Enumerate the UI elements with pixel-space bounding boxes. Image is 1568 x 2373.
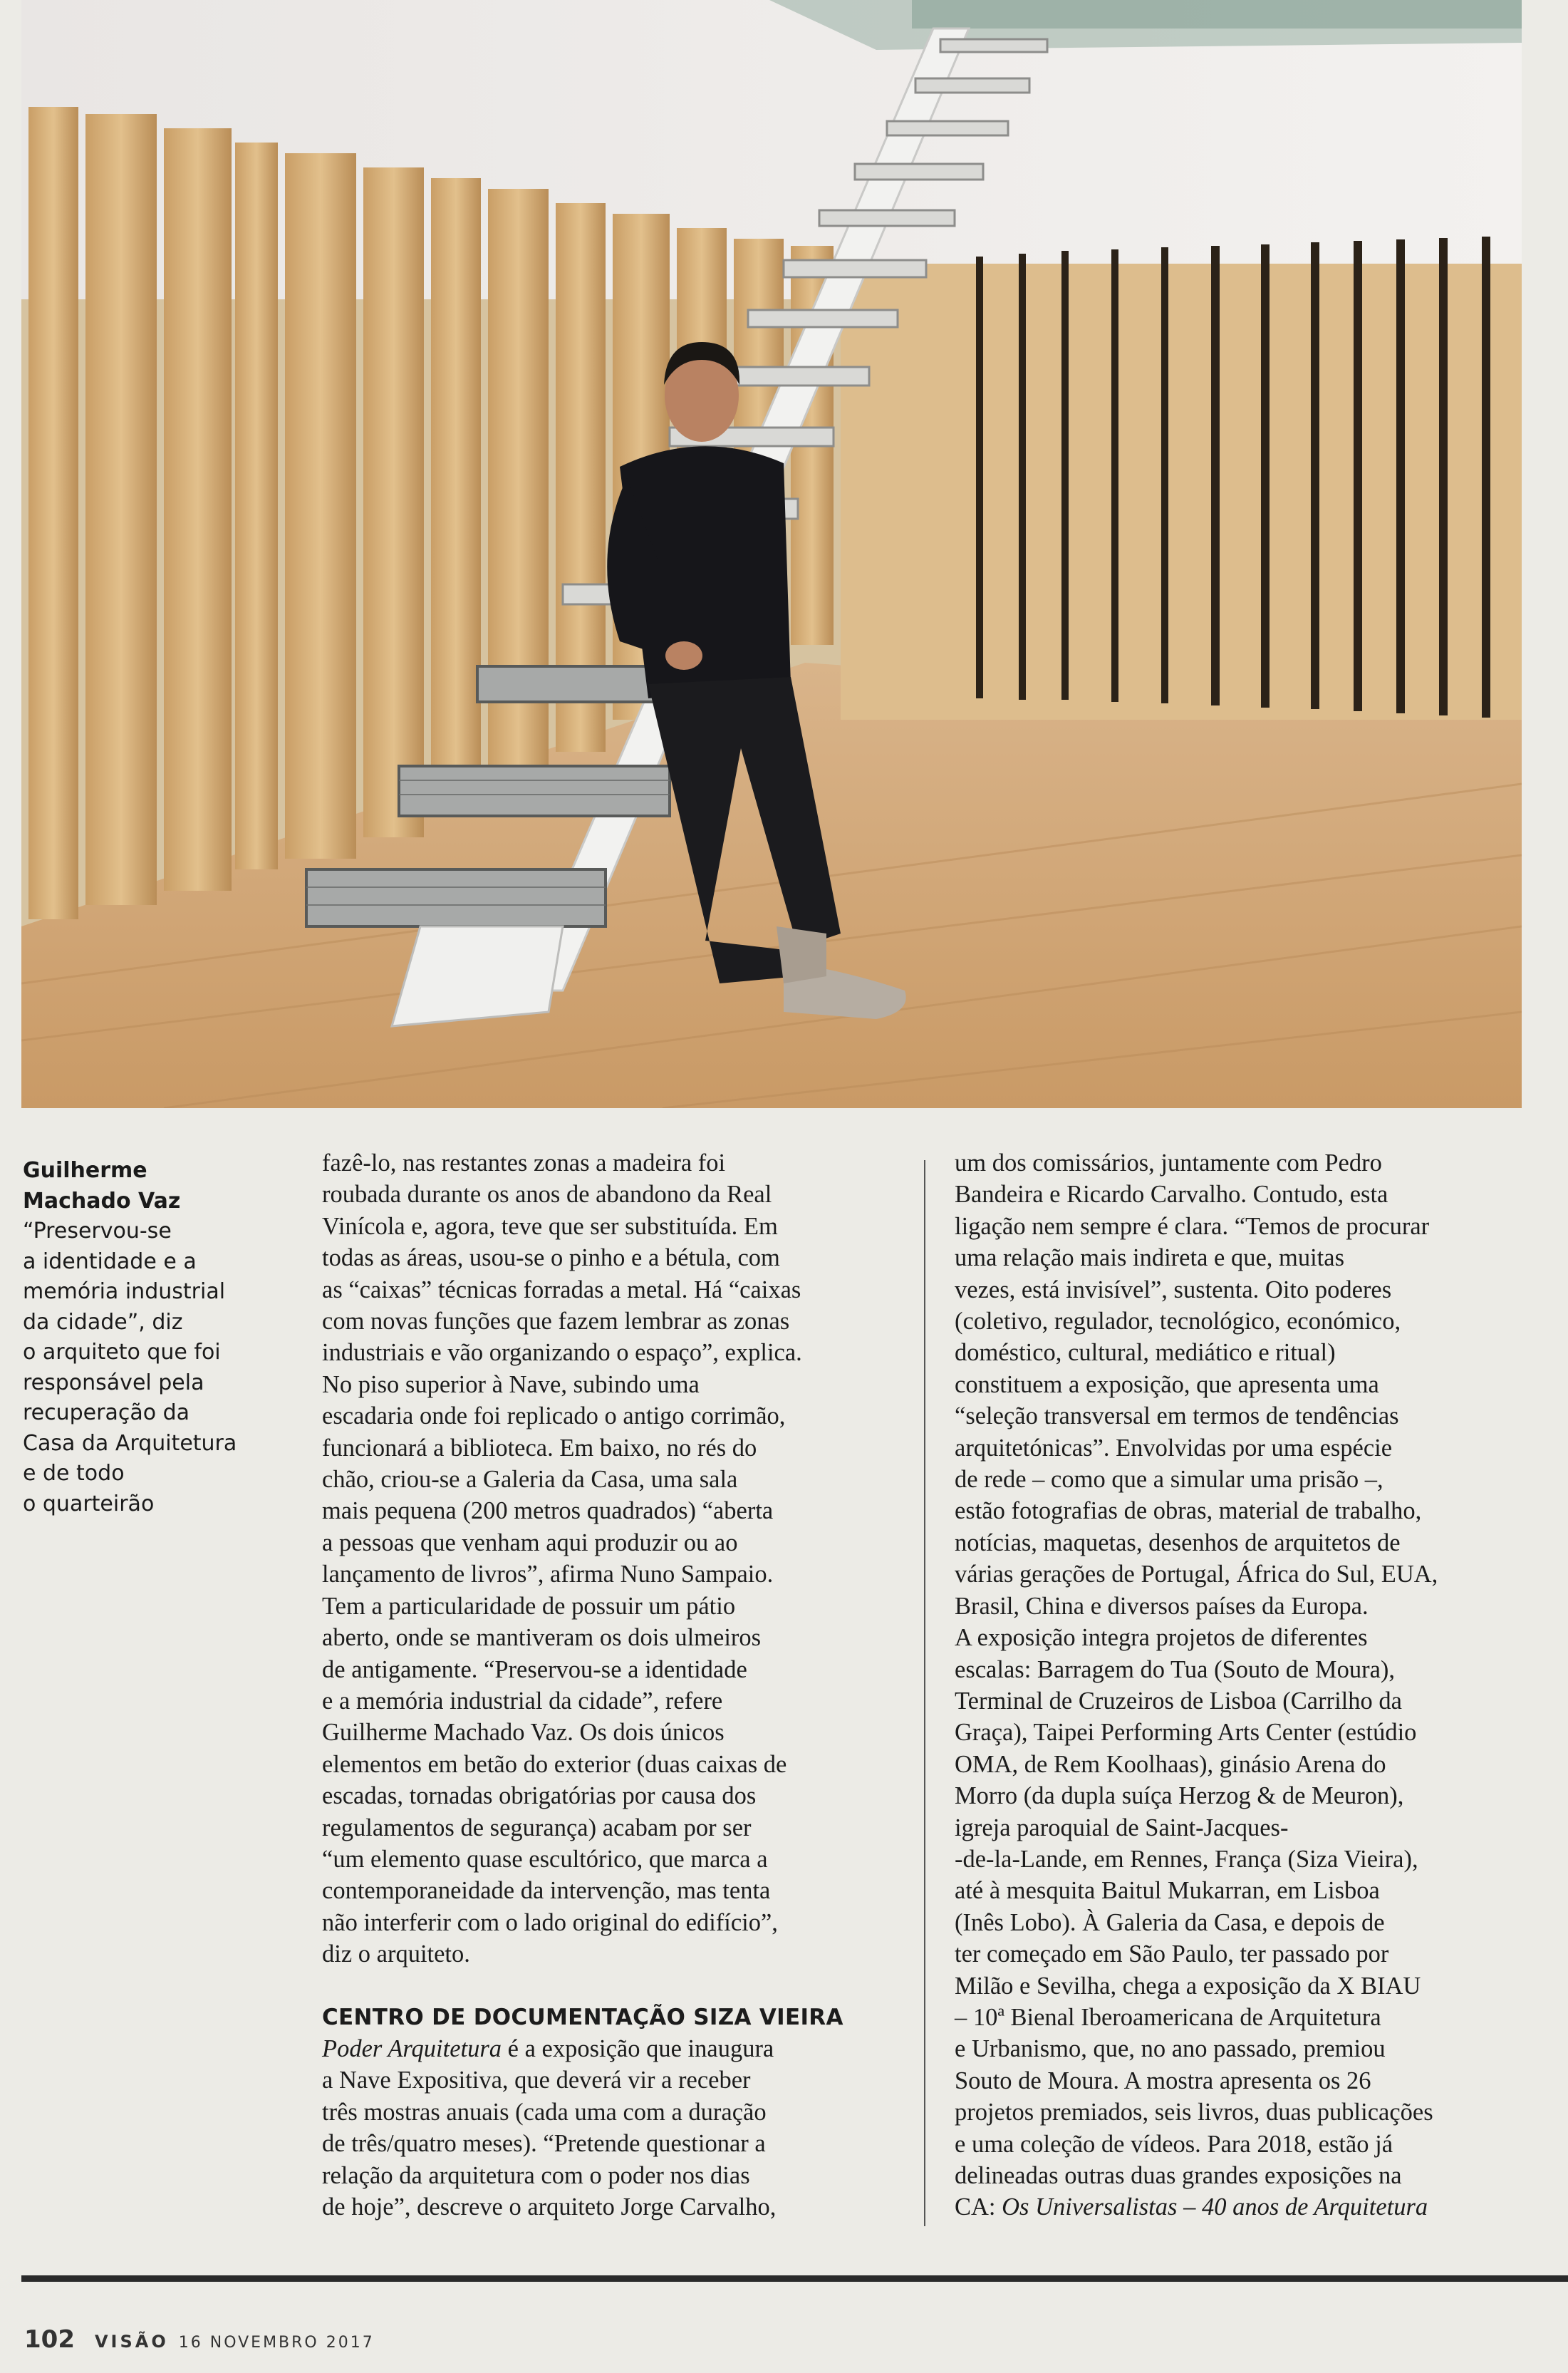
page-footer bbox=[24, 2325, 375, 2354]
column-1-paragraph: fazê-lo, nas restantes zonas a madeira foi roubada durante os anos de abandono da Real Vinícola e, agora, teve que ser substituída. Em todas as áreas, usou-se o pinho e a bétula, com as “caixas” técnicas forradas a metal. Há “caixas com novas funções que fazem lembrar as zonas industriais e vão organizando o espaço”, explica. No piso superior à Nave, subindo uma escadaria onde foi replicado o antigo corrimão, funcionará a biblioteca. Em baixo, no rés do chão, criou-se a Galeria da Casa, uma sala mais pequena (200 metros quadrados) “aberta a pessoas que venham aqui produzir ou ao lançamento de livros”, afirma Nuno Sampaio. Tem a particularidade de possuir um pátio aberto, onde se mantiveram os dois ulmeiros de antigamente. “Preservou-se a identidade e a memória industrial da cidade”, refere Guilherme Machado Vaz. Os dois únicos elementos em betão do exterior (duas caixas de escadas, tornadas obrigatórias por causa dos regulamentos de segurança) acabam por ser “um elemento quase escultórico, que marca a contemporaneidade da intervenção, mas tenta não interferir com o lado original do edifício”, diz o arquiteto. bbox=[322, 1149, 802, 1968]
page-number: 102 bbox=[24, 2325, 75, 2354]
caption-quote: “Preservou-se a identidade e a memória industrial da cidade”, diz o arquiteto que foi responsável pela recuperação da Casa da Arquitetura e de todo o quarteirão bbox=[23, 1219, 237, 1516]
section-paragraph: Poder Arquitetura é a exposição que inaugura a Nave Expositiva, que deverá vir a receber três mostras anuais (cada uma com a duração de três/quatro meses). “Pretende questionar a relação da arquitetura com o poder nos dias de hoje”, descreve o arquiteto Jorge Carvalho, bbox=[322, 2035, 777, 2221]
column-2-paragraph: um dos comissários, juntamente com Pedro Bandeira e Ricardo Carvalho. Contudo, esta ligação nem sempre é clara. “Temos de procurar uma relação mais indireta e que, muitas vezes, está invisível”, sustenta. Oito poderes (coletivo, regulador, tecnológico, económico, doméstico, cultural, mediático e ritual) constituem a exposição, que apresenta uma “seleção transversal em termos de tendências arquitetónicas”. Envolvidas por uma espécie de rede – como que a simular uma prisão –, estão fotografias de obras, material de trabalho, notícias, maquetas, desenhos de arquitetos de várias gerações de Portugal, África do Sul, EUA, Brasil, China e diversos países da Europa. A exposição integra projetos de diferentes escalas: Barragem do Tua (Souto de Moura), Terminal de Cruzeiros de Lisboa (Carrilho da Graça), Taipei Performing Arts Center (estúdio OMA, de Rem Koolhaas), ginásio Arena do Morro (da dupla suíça Herzog & de Meuron), igreja paroquial de Saint-Jacques- -de-la-Lande, em Rennes, França (Siza Vieira), até à mesquita Baitul Mukarran, em Lisboa (Inês Lobo). À Galeria da Casa, e depois de ter começado em São Paulo, ter passado por Milão e Sevilha, chega a exposição da X BIAU – 10ª Bienal Iberoamericana de Arquitetura e Urbanismo, que, no ano passado, premiou Souto de Moura. A mostra apresenta os 26 projetos premiados, seis livros, duas publicações e uma coleção de vídeos. Para 2018, estão já delineadas outras duas grandes exposições na CA: Os Universalistas – 40 anos de Arquitetura bbox=[955, 1149, 1438, 2221]
caption-name: Guilherme Machado Vaz bbox=[23, 1158, 181, 1214]
photo-architect-on-staircase bbox=[21, 0, 1522, 1108]
footer-rule bbox=[21, 2275, 1568, 2282]
article-photo bbox=[21, 0, 1522, 1108]
article-column-1 bbox=[322, 1147, 906, 2223]
article-column-2 bbox=[955, 1147, 1539, 2223]
issue-date: 16 NOVEMBRO 2017 bbox=[178, 2334, 375, 2352]
photo-caption bbox=[23, 1156, 265, 1519]
column-divider bbox=[924, 1160, 925, 2226]
magazine-name: VISÃO bbox=[94, 2332, 169, 2352]
section-heading: CENTRO DE DOCUMENTAÇÃO SIZA VIEIRA bbox=[322, 2004, 843, 2030]
